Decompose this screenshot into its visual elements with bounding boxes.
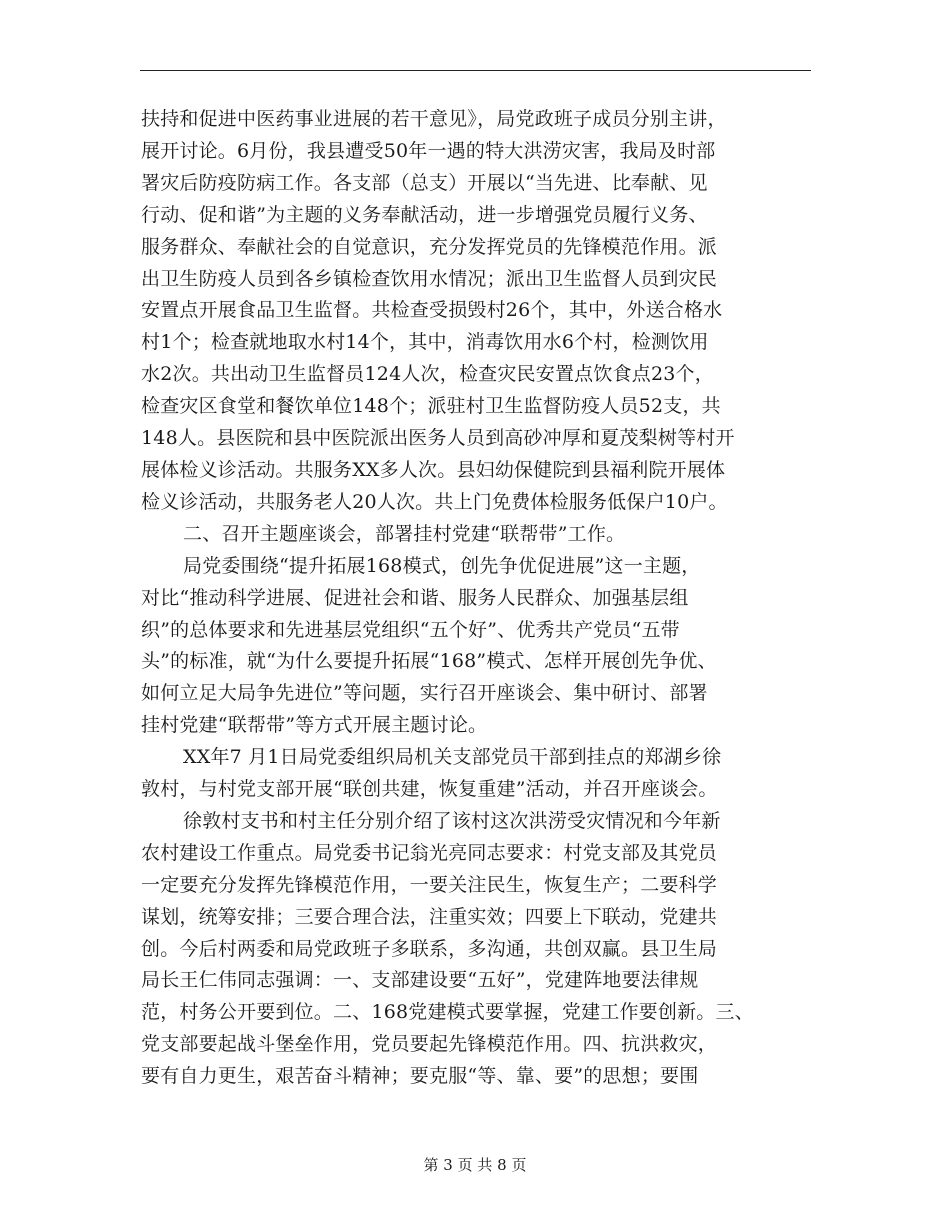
text-line: 二、召开主题座谈会，部署挂村党建“联帮带”工作。	[183, 522, 626, 545]
text-line: 出卫生防疫人员到各乡镇检查饮用水情况；派出卫生监督人员到灾民	[141, 267, 718, 290]
text-line: 展开讨论。6月份，我县遭受50年一遇的特大洪涝灾害，我局及时部	[141, 139, 716, 162]
page-number-footer: 第 3 页 共 8 页	[423, 1156, 527, 1174]
text-line: 农村建设工作重点。局党委书记翁光亮同志要求：村党支部及其党员	[141, 841, 718, 864]
text-line: 局党委围绕“提升拓展168模式，创先争优促进展”这一主题，	[183, 554, 701, 577]
text-line: 行动、促和谐”为主题的义务奉献活动，进一步增强党员履行义务、	[141, 203, 708, 226]
text-line: 范，村务公开要到位。二、168党建模式要掌握，党建工作要创新。三、	[141, 1001, 754, 1024]
text-line: 水2次。共出动卫生监督员124人次，检查灾民安置点饮食点23个，	[141, 363, 714, 386]
text-line: 展体检义诊活动。共服务XX多人次。县妇幼保健院到县福利院开展体	[141, 458, 726, 481]
text-line: 敦村，与村党支部开展“联创共建，恢复重建”活动，并召开座谈会。	[141, 778, 718, 801]
text-line: 对比“推动科学进展、促进社会和谐、服务人民群众、加强基层组	[141, 586, 689, 609]
text-line: 要有自力更生，艰苦奋斗精神；要克服“等、靠、要”的思想；要围	[141, 1065, 699, 1088]
text-line: 头”的标准，就“为什么要提升拓展“168”模式、怎样开展创先争优、	[141, 650, 717, 673]
text-line: 织”的总体要求和先进基层党组织“五个好”、优秀共产党员“五带	[141, 618, 680, 641]
text-line: 党支部要起战斗堡垒作用，党员要起先锋模范作用。四、抗洪救灾，	[141, 1033, 718, 1056]
text-line: 服务群众、奉献社会的自觉意识，充分发挥党员的先锋模范作用。派	[141, 235, 718, 258]
text-line: 一定要充分发挥先锋模范作用，一要关注民生，恢复生产；二要科学	[141, 873, 718, 896]
text-line: 谋划，统筹安排；三要合理合法，注重实效；四要上下联动，党建共	[141, 905, 718, 928]
header-rule	[140, 70, 811, 71]
text-line: 安置点开展食品卫生监督。共检查受损毁村26个，其中，外送合格水	[141, 299, 723, 322]
text-line: 创。今后村两委和局党政班子多联系，多沟通，共创双赢。县卫生局	[141, 937, 718, 960]
text-line: 徐敦村支书和村主任分别介绍了该村这次洪涝受灾情况和今年新	[183, 809, 721, 832]
text-line: 检义诊活动，共服务老人20人次。共上门免费体检服务低保户10户。	[141, 490, 728, 513]
text-line: XX年7 月1日局党委组织局机关支部党员干部到挂点的郑湖乡徐	[183, 746, 722, 769]
document-body	[141, 104, 831, 1093]
text-line: 148人。县医院和县中医院派出医务人员到高砂冲厚和夏茂梨树等村开	[141, 427, 735, 450]
text-line: 局长王仁伟同志强调：一、支部建设要“五好”，党建阵地要法律规	[141, 969, 699, 992]
text-line: 挂村党建“联帮带”等方式开展主题讨论。	[141, 714, 488, 737]
text-line: 扶持和促进中医药事业进展的若干意见》，局党政班子成员分别主讲，	[141, 108, 727, 130]
text-line: 署灾后防疫防病工作。各支部（总支）开展以“当先进、比奉献、见	[141, 171, 708, 194]
text-line: 检查灾区食堂和餐饮单位148个；派驻村卫生监督防疫人员52支，共	[141, 395, 721, 418]
text-line: 村1个；检查就地取水村14个，其中，消毒饮用水6个村，检测饮用	[141, 331, 709, 354]
text-line: 如何立足大局争先进位”等问题，实行召开座谈会、集中研讨、部署	[141, 682, 708, 705]
